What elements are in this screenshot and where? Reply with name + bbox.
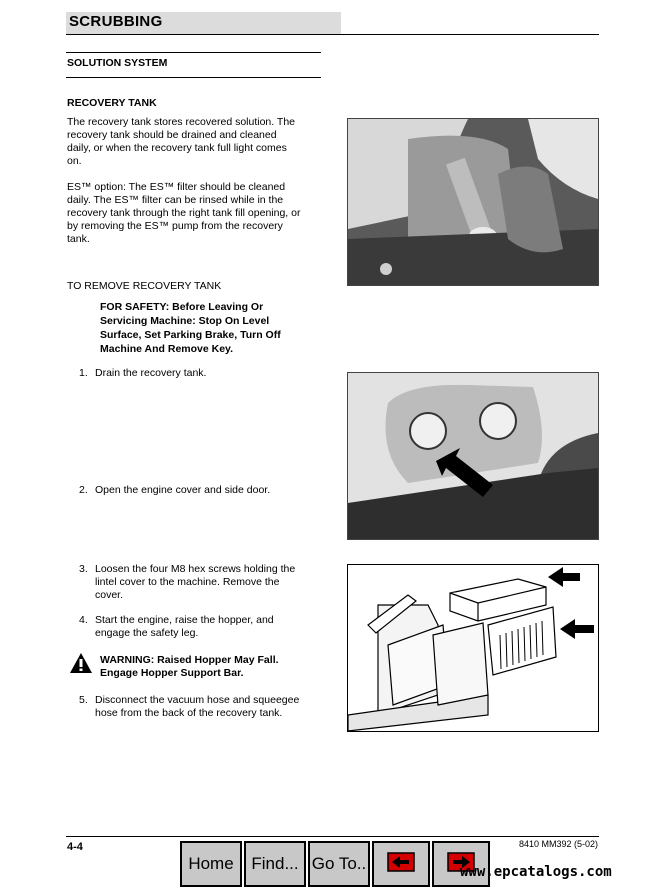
page-number: 4-4	[67, 841, 83, 853]
section-title: SOLUTION SYSTEM	[67, 57, 168, 69]
home-button-label: Home	[188, 854, 234, 873]
watermark-text: www.epcatalogs.com	[460, 864, 612, 880]
step-3-number: 3.	[79, 563, 88, 575]
document-code: 8410 MM392 (5-02)	[519, 839, 599, 849]
step-3-text: Loosen the four M8 hex screws holding the lintel cover to the machine. Remove the cover.	[95, 563, 296, 601]
page-title: SCRUBBING	[69, 13, 163, 30]
step-1-text: Drain the recovery tank.	[95, 367, 207, 379]
section-rule-bottom	[66, 77, 321, 78]
diagram-lintel-cover	[347, 564, 599, 732]
goto-button-label: Go To..	[311, 854, 367, 873]
previous-page-button[interactable]	[372, 841, 430, 887]
recovery-para-1: The recovery tank stores recovered solution. The recovery tank should be drained and cleaned daily, or when the recovery tank full light comes on.	[67, 116, 296, 167]
header-rule	[66, 34, 599, 35]
goto-button[interactable]	[308, 841, 370, 887]
find-button-label: Find...	[251, 854, 299, 873]
photo-recovery-tank-filter	[347, 118, 599, 286]
warning-icon	[69, 652, 93, 679]
arrow-left-icon	[387, 852, 415, 877]
step-1-number: 1.	[79, 367, 88, 379]
recovery-tank-heading: RECOVERY TANK	[67, 97, 157, 109]
home-button[interactable]	[180, 841, 242, 887]
footer-rule	[66, 836, 599, 837]
step-2-text: Open the engine cover and side door.	[95, 484, 271, 496]
step-5-text: Disconnect the vacuum hose and squeegee hose from the back of the recovery tank.	[95, 694, 300, 719]
photo-recovery-tank-openings	[347, 372, 599, 540]
section-rule-top	[66, 52, 321, 53]
step-4-text: Start the engine, raise the hopper, and engage the safety leg.	[95, 614, 274, 639]
safety-notice: FOR SAFETY: Before Leaving Or Servicing Machine: Stop On Level Surface, Set Parking Brake, Turn Off Machine And Remove Key.	[100, 301, 281, 355]
remove-tank-heading: TO REMOVE RECOVERY TANK	[67, 280, 222, 292]
find-button[interactable]	[244, 841, 306, 887]
step-5-number: 5.	[79, 694, 88, 706]
step-4-number: 4.	[79, 614, 88, 626]
recovery-para-2: ES™ option: The ES™ filter should be cleaned daily. The ES™ filter can be rinsed while in the recovery tank through the right tank fill opening, or by removing the ES™ pump from the recovery tank.	[67, 181, 301, 245]
step-2-number: 2.	[79, 484, 88, 496]
warning-text: WARNING: Raised Hopper May Fall. Engage Hopper Support Bar.	[100, 654, 279, 679]
